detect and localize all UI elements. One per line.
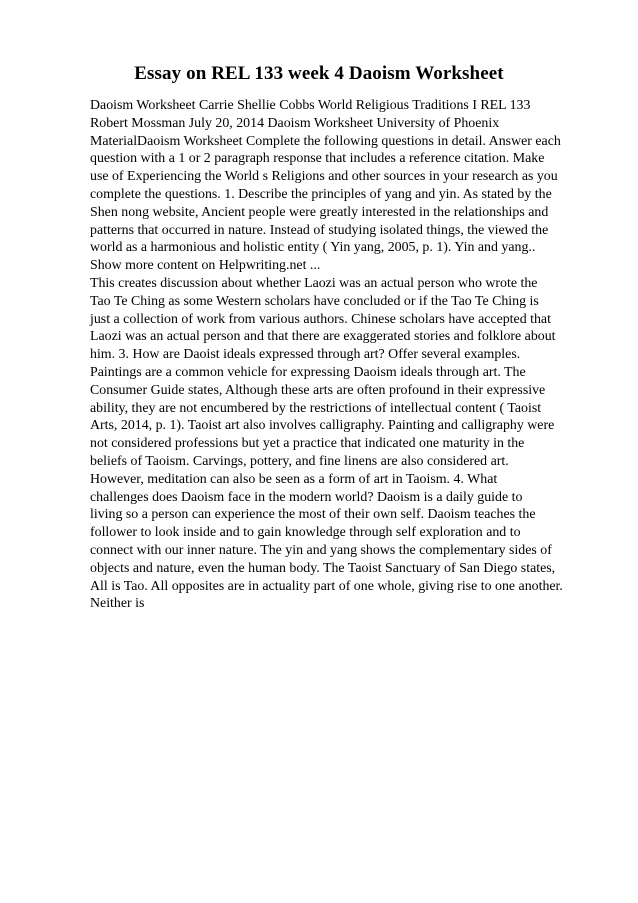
body-line: ability, they are not encumbered by the restrictions of intellectual content ( Taoist: [90, 400, 542, 416]
document-body: [90, 97, 610, 613]
body-line: Consumer Guide states, Although these arts are often profound in their expressive: [90, 382, 546, 398]
body-line: challenges does Daoism face in the modern world? Daoism is a daily guide to: [90, 489, 523, 505]
body-line: use of Experiencing the World s Religions and other sources in your research as you: [90, 169, 558, 185]
body-line: objects and nature, even the human body. The Taoist Sanctuary of San Diego states,: [90, 560, 556, 576]
body-line: All is Tao. All opposites are in actuality part of one whole, giving rise to one another.: [90, 578, 563, 594]
body-line: just a collection of work from various authors. Chinese scholars have accepted that: [90, 311, 551, 327]
body-line: Paintings are a common vehicle for expressing Daoism ideals through art. The: [90, 364, 526, 380]
body-line: Neither is: [90, 596, 145, 612]
body-line: Tao Te Ching as some Western scholars have concluded or if the Tao Te Ching is: [90, 293, 539, 309]
body-line: complete the questions. 1. Describe the principles of yang and yin. As stated by the: [90, 186, 552, 202]
body-line: him. 3. How are Daoist ideals expressed through art? Offer several examples.: [90, 347, 521, 363]
body-line: Robert Mossman July 20, 2014 Daoism Worksheet University of Phoenix: [90, 115, 500, 131]
body-line: world as a harmonious and holistic entity ( Yin yang, 2005, p. 1). Yin and yang..: [90, 240, 536, 256]
body-line: follower to look inside and to gain knowledge through self exploration and to: [90, 525, 521, 541]
show-more-link[interactable]: Show more content on Helpwriting.net ...: [90, 258, 321, 274]
body-line: Arts, 2014, p. 1). Taoist art also involves calligraphy. Painting and calligraphy were: [90, 418, 555, 434]
body-line: This creates discussion about whether Laozi was an actual person who wrote the: [90, 275, 538, 291]
document-title: Essay on REL 133 week 4 Daoism Worksheet: [134, 63, 504, 84]
body-line: MaterialDaoism Worksheet Complete the following questions in detail. Answer each: [90, 133, 561, 149]
body-line: Shen nong website, Ancient people were greatly interested in the relationships and: [90, 204, 549, 220]
body-line: not considered professions but yet a practice that indicated one maturity in the: [90, 436, 525, 452]
body-line: beliefs of Taoism. Carvings, pottery, and fine linens are also considered art.: [90, 453, 509, 469]
body-line: Daoism Worksheet Carrie Shellie Cobbs World Religious Traditions I REL 133: [90, 98, 531, 113]
body-line: connect with our inner nature. The yin and yang shows the complementary sides of: [90, 542, 552, 558]
body-line: Laozi was an actual person and that there are exaggerated stories and folklore about: [90, 329, 556, 345]
body-line: question with a 1 or 2 paragraph response that includes a reference citation. Make: [90, 151, 545, 167]
body-line: However, meditation can also be seen as a form of art in Taoism. 4. What: [90, 471, 498, 487]
body-line: living so a person can experience the most of their own self. Daoism teaches the: [90, 507, 536, 523]
body-line: patterns that occurred in nature. Instead of studying isolated things, the viewed the: [90, 222, 549, 238]
